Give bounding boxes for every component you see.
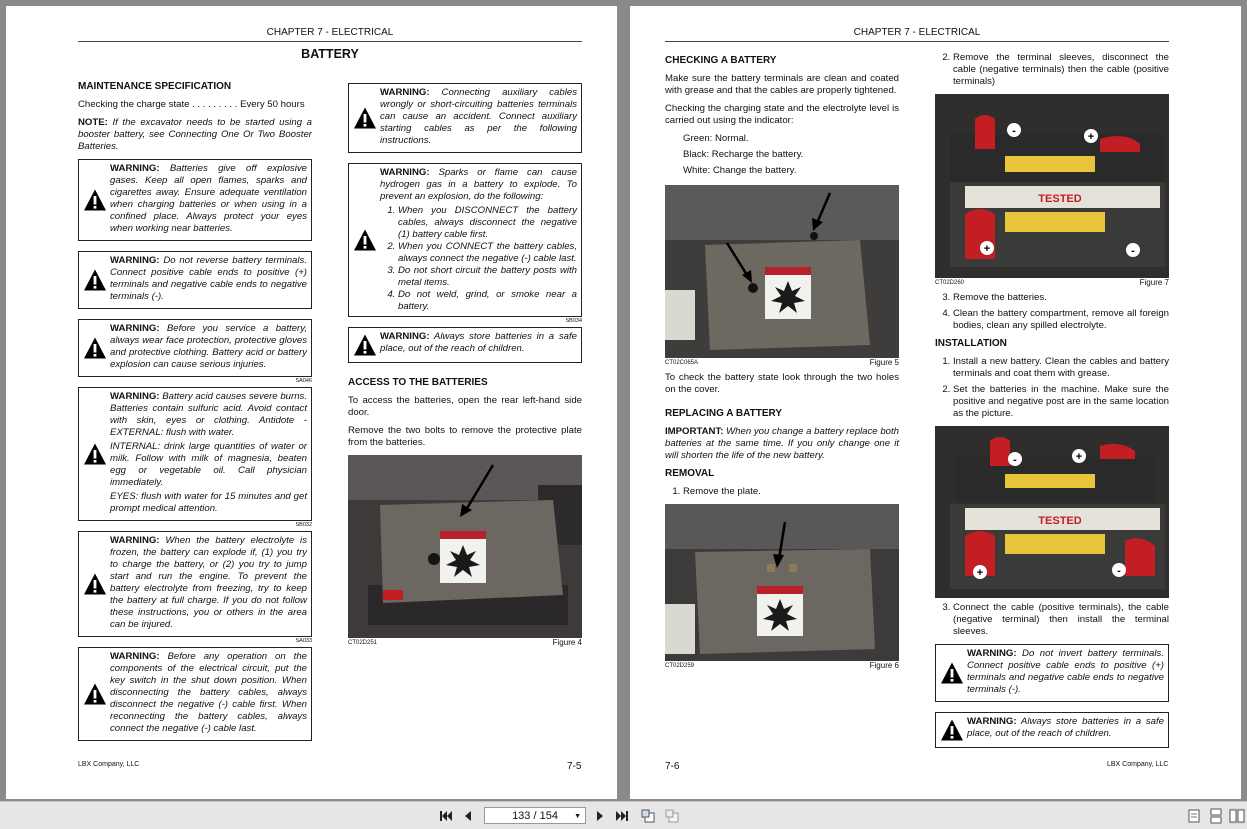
battery-brand: TESTED: [1038, 515, 1082, 527]
checking-heading: CHECKING A BATTERY: [665, 55, 777, 66]
warning-box: WARNING: Sparks or flame can cause hydrogen gas in a battery to explode. To prevent an explosion, do the following: 1. When you DISCONNECT the battery cables, always disconnect the negative (1) battery cable first. 2. When you CONNECT the battery cables, always connect the negative (-) cable last. 3. Do not short circuit the battery posts with metal items. 4. Do not weld, grind, or smoke near a battery.: [348, 163, 582, 317]
warning-box: WARNING: When the battery electrolyte is frozen, the battery can explode if, (1) you try to charge the battery, or (2) you try to jump start and run the engine. To prevent the battery electrolyte from freezing, try to keep the battery at full charge. If you do not follow these instructions, you or others in the area can be injured.: [78, 531, 312, 637]
footer-company: LBX Company, LLC: [1107, 761, 1169, 768]
right-column: [935, 52, 1169, 758]
plate-photo: [665, 504, 899, 661]
checking-paragraph: Make sure the battery terminals are clean and coated with grease and that the cables are properly tightened.: [665, 73, 899, 96]
warning-icon: [353, 333, 377, 357]
list-item: 3. Do not short circuit the battery posts with metal items.: [398, 265, 577, 289]
figure-installed: [935, 426, 1169, 598]
footer-company: LBX Company, LLC: [78, 761, 140, 768]
warning-box: WARNING: Do not invert battery terminals. Connect positive cable ends to positive (+) terminals and negative cable ends to negative terminals (-).: [935, 644, 1169, 702]
installed-batteries-photo-art: [935, 426, 1169, 598]
plate-photo-art: [665, 504, 899, 661]
warning-box: WARNING: Battery acid causes severe burns. Batteries contain sulfuric acid. Avoid contact with skin, eyes or clothing. Antidote - EXTERNAL: flush with water. INTERNAL: drink large quantities of water or milk. Follow with milk of magnesia, beaten egg or vegetable oil. Call physician immediately. EYES: flush with water for 15 minutes and get prompt medical attention.: [78, 387, 312, 521]
figure-label: Figure 6: [869, 661, 899, 670]
figure-caption: [935, 278, 1169, 288]
warning-icon: [83, 268, 107, 292]
header-rule: [665, 41, 1169, 42]
page-indicator: 133 / 154: [512, 810, 558, 822]
page-title: BATTERY: [301, 47, 359, 61]
figure-5: [665, 185, 899, 368]
figure-label: Figure 4: [552, 638, 582, 647]
terminal-label: -: [1117, 565, 1121, 577]
indicator-green: Green: Normal.: [683, 133, 749, 144]
figure-code: CT02D251: [348, 640, 378, 646]
warning-internal: INTERNAL: drink large quantities of water or milk. Follow with milk of magnesia, beaten egg or vegetable oil. Call physician immediately.: [110, 441, 307, 488]
battery-brand: TESTED: [1038, 193, 1082, 205]
list-item: 2. Set the batteries in the machine. Make sure the positive and negative post are in the same location as the picture.: [953, 384, 1169, 420]
first-page-icon[interactable]: [438, 808, 454, 824]
warning-icon: [83, 682, 107, 706]
left-page: [6, 6, 617, 799]
replacing-heading: REPLACING A BATTERY: [665, 408, 783, 419]
warning-icon: [83, 442, 107, 466]
list-item: 1. Remove the plate.: [683, 486, 899, 498]
warning-icon: [940, 661, 964, 685]
two-batteries-photo: [935, 94, 1169, 278]
list-item: 2. When you CONNECT the battery cables, always connect the negative (-) cable last.: [398, 241, 577, 265]
page-number: 7-6: [665, 761, 680, 772]
warning-code: SA046: [295, 378, 312, 384]
list-item: 1. When you DISCONNECT the battery cables, always disconnect the negative (1) battery cable first.: [398, 205, 577, 241]
figure-label: Figure 7: [1139, 278, 1169, 287]
rotate-icon[interactable]: [640, 808, 656, 824]
page-number: 7-5: [567, 761, 582, 772]
battery-indicator-photo-art: [665, 185, 899, 358]
single-page-view-icon[interactable]: [1186, 808, 1202, 824]
list-item: 2. Remove the terminal sleeves, disconnect the cable (negative terminals) then the cable (positive terminals): [953, 52, 1169, 88]
figure-7: [935, 94, 1169, 288]
checking-paragraph: To check the battery state look through the two holes on the cover.: [665, 372, 899, 395]
warning-box: WARNING: Batteries give off explosive gases. Keep all open flames, sparks and cigarettes away. Ensure adequate ventilation when charging batteries or when using in a confined place. Always protect your eyes when working near batteries.: [78, 159, 312, 241]
terminal-label: -: [1012, 125, 1016, 137]
left-column: [665, 51, 899, 675]
figure-6: [665, 504, 899, 671]
last-page-icon[interactable]: [614, 808, 630, 824]
figure-code: CT02D260: [935, 280, 965, 286]
rotate-alt-icon[interactable]: [664, 808, 680, 824]
page-number-select[interactable]: [484, 807, 586, 824]
warning-icon: [83, 188, 107, 212]
figure-caption: [348, 638, 582, 648]
installed-batteries-photo: [935, 426, 1169, 598]
installation-steps-cont: [935, 602, 1169, 638]
facing-view-icon[interactable]: [1229, 808, 1245, 824]
left-column: [78, 77, 312, 751]
indicator-white: White: Change the battery.: [683, 165, 797, 176]
list-item: 4. Do not weld, grind, or smoke near a battery.: [398, 289, 577, 313]
warning-box: WARNING: Do not reverse battery terminals. Connect positive cable ends to positive (+) terminals and negative cable ends to negative terminals (-).: [78, 251, 312, 309]
right-page: [630, 6, 1241, 799]
warning-box: WARNING: Before any operation on the components of the electrical circuit, put the key switch in the shut down position. When disconnecting the battery cables, always disconnect the negative (-) cable first. When reconnecting the battery cables, always connect the negative (-) cable last.: [78, 647, 312, 741]
figure-caption: [665, 358, 899, 368]
removal-heading: REMOVAL: [665, 468, 715, 479]
warning-code: SB034: [565, 318, 582, 324]
terminal-label: +: [1075, 451, 1083, 463]
battery-cover-photo-art: [348, 455, 582, 638]
figure-code: CT02D259: [665, 663, 695, 669]
viewer-toolbar: [0, 801, 1247, 829]
terminal-label: +: [983, 243, 991, 255]
warning-icon: [83, 336, 107, 360]
terminal-label: +: [1087, 131, 1095, 143]
note: NOTE: If the excavator needs to be started using a booster battery, see Connecting One Or Two Booster Batteries.: [78, 117, 312, 152]
maintenance-line: Checking the charge state . . . . . . . . . Every 50 hours: [78, 99, 305, 110]
terminal-label: -: [1131, 245, 1135, 257]
warning-box: WARNING: Before you service a battery, always wear face protection, protective gloves and protective clothing. Battery acid or battery explosion can cause serious injuries.: [78, 319, 312, 377]
chevron-down-icon: ▼: [574, 813, 581, 820]
title-row: [78, 48, 582, 70]
indicator-black: Black: Recharge the battery.: [683, 149, 804, 160]
warning-icon: [83, 572, 107, 596]
prev-page-icon[interactable]: [460, 808, 476, 824]
access-paragraph: To access the batteries, open the rear left-hand side door.: [348, 395, 582, 418]
right-column: [348, 83, 582, 652]
warning-icon: [353, 228, 377, 252]
removal-steps: [665, 486, 899, 498]
installation-steps: [935, 356, 1169, 420]
important-note: IMPORTANT: When you change a battery replace both batteries at the same time. If you only change one it will shorten the life of the new battery.: [665, 426, 899, 461]
battery-cover-photo: [348, 455, 582, 638]
access-paragraph: Remove the two bolts to remove the protective plate from the batteries.: [348, 425, 582, 448]
installation-heading: INSTALLATION: [935, 338, 1007, 349]
figure-label: Figure 5: [869, 358, 899, 367]
terminal-label: -: [1013, 454, 1017, 466]
header-rule: [78, 41, 582, 42]
chapter-header: CHAPTER 7 - ELECTRICAL: [266, 27, 394, 38]
warning-box: WARNING: Always store batteries in a safe place, out of the reach of children.: [935, 712, 1169, 748]
battery-indicator-photo: [665, 185, 899, 358]
figure-caption: [665, 661, 899, 671]
list-item: 1. Install a new battery. Clean the cables and battery terminals and coat them with grease.: [953, 356, 1169, 380]
chapter-header: CHAPTER 7 - ELECTRICAL: [853, 27, 981, 38]
warning-icon: [353, 106, 377, 130]
checking-paragraph: Checking the charging state and the electrolyte level is carried out using the indicator:: [665, 103, 899, 126]
next-page-icon[interactable]: [592, 808, 608, 824]
maintenance-heading: MAINTENANCE SPECIFICATION: [78, 81, 232, 92]
figure-code: CT02C065A: [665, 360, 699, 366]
warning-eyes: EYES: flush with water for 15 minutes and get prompt medical attention.: [110, 491, 307, 514]
access-heading: ACCESS TO THE BATTERIES: [348, 377, 488, 388]
warning-icon: [940, 718, 964, 742]
terminal-label: +: [976, 567, 984, 579]
removal-steps-cont: [935, 52, 1169, 88]
warning-box: WARNING: Connecting auxiliary cables wrongly or short-circuiting batteries terminals can cause an accident. Connect auxiliary starting cables as per the following instructions.: [348, 83, 582, 153]
list-item: 3. Remove the batteries.: [953, 292, 1169, 304]
list-item: 3. Connect the cable (positive terminals), the cable (negative terminal) then install the terminal sleeves.: [953, 602, 1169, 638]
warning-code: SA033: [295, 638, 312, 644]
warning-code: SB032: [295, 522, 312, 528]
figure-4: [348, 455, 582, 648]
removal-steps-cont: [935, 292, 1169, 332]
two-batteries-photo-art: [935, 94, 1169, 278]
warning-box: WARNING: Always store batteries in a safe place, out of the reach of children.: [348, 327, 582, 363]
warning-list: [380, 205, 577, 313]
list-item: 4. Clean the battery compartment, remove all foreign bodies, clean any spilled electrolyte.: [953, 308, 1169, 332]
continuous-view-icon[interactable]: [1208, 808, 1224, 824]
